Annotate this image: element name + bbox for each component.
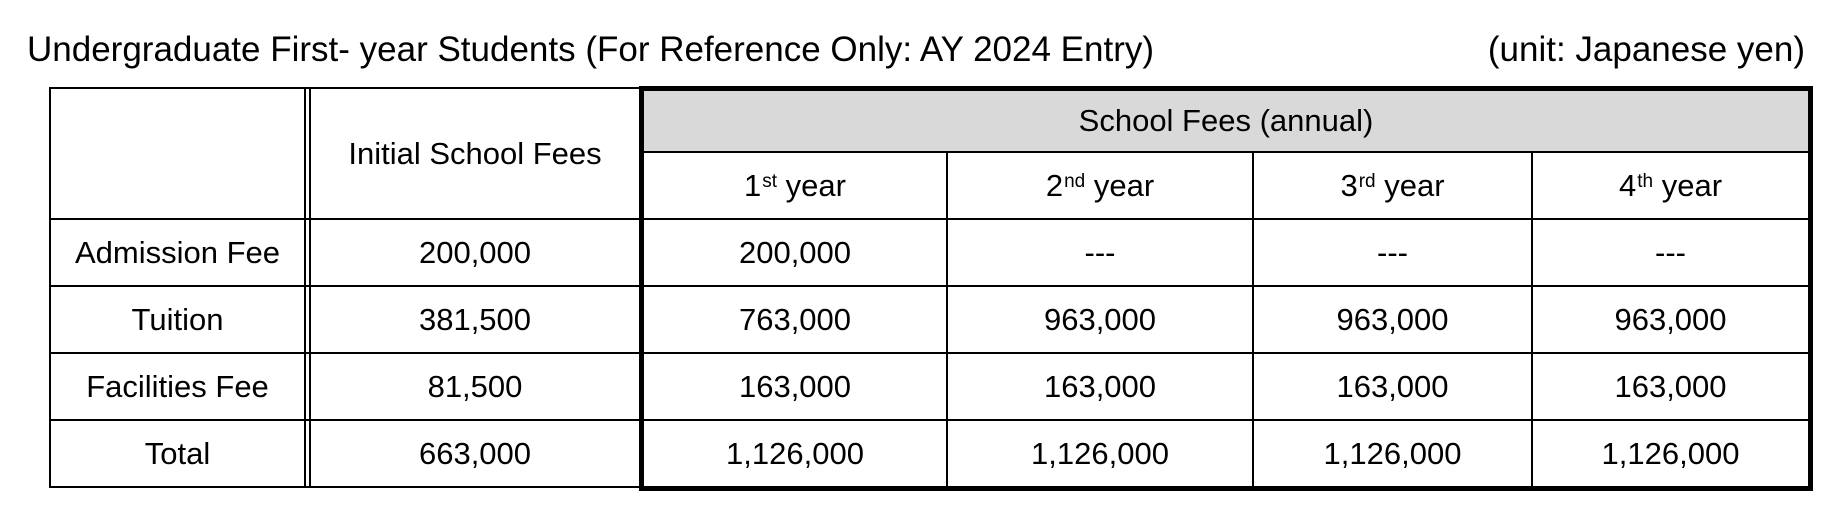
unit-note: (unit: Japanese yen) — [1487, 30, 1805, 69]
year-num: 4 — [1618, 167, 1637, 203]
admission-fee-year-1: 200,000 — [738, 234, 852, 270]
year-word: year — [1085, 167, 1155, 203]
page-title: Undergraduate First- year Students (For Reference Only: AY 2024 Entry) — [27, 30, 1155, 69]
total-initial: 663,000 — [418, 435, 532, 471]
admission-fee-year-4: --- — [1655, 234, 1686, 270]
tuition-year-4: 963,000 — [1614, 301, 1727, 337]
admission-fee-year-2: --- — [1084, 234, 1116, 270]
annual-block-border-right — [1808, 86, 1813, 491]
annual-fees-header: School Fees (annual) — [1078, 103, 1374, 138]
row-label-tuition: Tuition — [131, 301, 224, 337]
double-line-a — [304, 87, 306, 488]
tuition-initial: 381,500 — [418, 301, 532, 337]
facilities-fee-year-1: 163,000 — [738, 368, 852, 404]
year-header-2: 2 $^{nd}$ year — [1045, 167, 1155, 203]
table-border-bottom-left — [49, 486, 641, 488]
row-label-facilities-fee: Facilities Fee — [86, 368, 269, 404]
table-border-bottom-right — [639, 486, 1813, 491]
year-word: year — [777, 167, 846, 203]
facilities-fee-year-4: 163,000 — [1614, 368, 1727, 404]
year-header-4: 4 $^{th}$ year — [1618, 167, 1723, 203]
year-header-1: 1 $^{st}$ year — [744, 167, 846, 203]
initial-fees-header: Initial School Fees — [348, 135, 602, 171]
tuition-year-2: 963,000 — [1043, 301, 1157, 337]
row-label-admission-fee: Admission Fee — [74, 234, 281, 270]
year-word: year — [1375, 167, 1445, 203]
total-year-1: 1,126,000 — [726, 435, 864, 471]
year-num: 1 — [744, 167, 762, 203]
total-year-2: 1,126,000 — [1031, 435, 1169, 471]
row-label-total: Total — [144, 435, 211, 471]
year-header-3: 3 $^{rd}$ year — [1340, 167, 1445, 203]
tuition-year-1: 763,000 — [738, 301, 852, 337]
total-year-3: 1,126,000 — [1323, 435, 1462, 471]
admission-fee-year-3: --- — [1377, 234, 1408, 270]
admission-fee-initial: 200,000 — [418, 234, 532, 270]
year-word: year — [1653, 167, 1723, 203]
tuition-year-3: 963,000 — [1336, 301, 1449, 337]
year-num: 2 — [1045, 167, 1064, 203]
corner-cell — [51, 89, 304, 218]
facilities-fee-initial: 81,500 — [427, 368, 523, 404]
facilities-fee-year-2: 163,000 — [1043, 368, 1157, 404]
total-year-4: 1,126,000 — [1601, 435, 1740, 471]
facilities-fee-year-3: 163,000 — [1336, 368, 1449, 404]
year-num: 3 — [1340, 167, 1358, 203]
